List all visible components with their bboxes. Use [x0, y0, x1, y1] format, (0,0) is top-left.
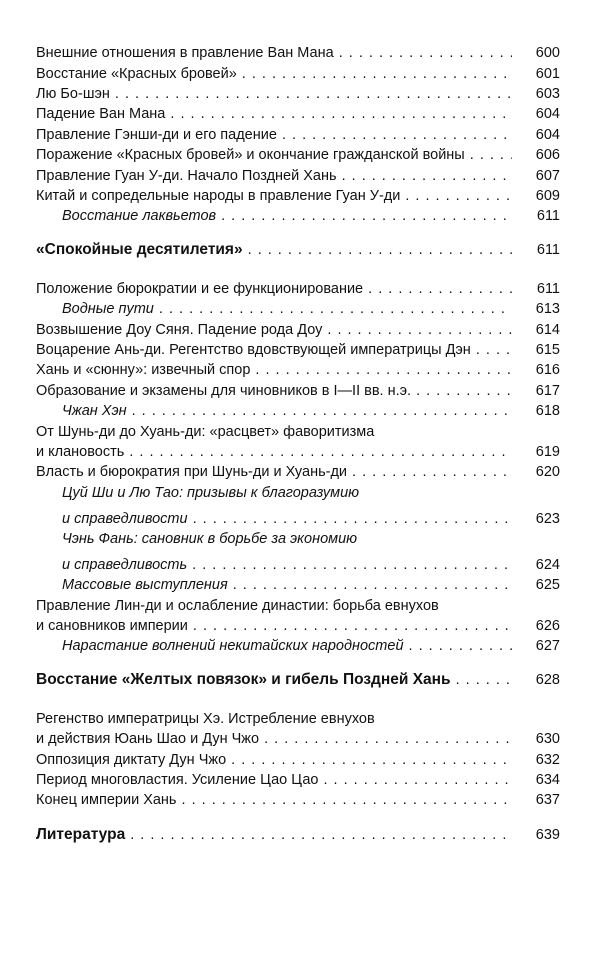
page-number: 628	[535, 672, 560, 688]
entry-title: Падение Ван Мана	[36, 106, 166, 122]
page-number: 600	[535, 45, 560, 61]
page-number: 611	[536, 242, 560, 258]
toc-entry-line	[36, 422, 560, 442]
section-title: Литература	[36, 826, 126, 843]
toc-entry	[36, 125, 560, 145]
page-number: 609	[535, 188, 560, 204]
page-number: 620	[535, 464, 560, 480]
page-number: 634	[535, 772, 560, 788]
toc-subentry	[62, 509, 560, 529]
toc-section-heading	[36, 825, 560, 845]
entry-title: Чэнь Фань: сановник в борьбе за экономию	[62, 531, 358, 547]
toc-subentry	[62, 555, 560, 575]
page-number: 630	[535, 731, 560, 747]
entry-title: и сановников империи	[36, 618, 188, 634]
toc-entry-line	[36, 709, 560, 729]
page-number: 615	[535, 342, 560, 358]
entry-title: и справедливость	[62, 557, 188, 573]
entry-title: Конец империи Хань	[36, 792, 177, 808]
toc-entry	[36, 616, 560, 636]
page-number: 611	[536, 208, 560, 224]
entry-title: Власть и бюрократия при Шунь-ди и Хуань-ди	[36, 464, 348, 480]
toc-entry	[36, 84, 560, 104]
page-number: 607	[535, 168, 560, 184]
entry-title: Цуй Ши и Лю Тао: призывы к благоразумию	[62, 485, 360, 501]
entry-title: Регенство императрицы Хэ. Истребление евнухов	[36, 711, 375, 727]
toc-entry	[36, 462, 560, 482]
section-title: Восстание «Желтых повязок» и гибель Поздней Хань	[36, 671, 451, 688]
entry-title: Водные пути	[62, 301, 154, 317]
toc-entry	[36, 64, 560, 84]
page-number: 613	[535, 301, 560, 317]
toc-section-heading	[36, 240, 560, 260]
toc-entry	[36, 770, 560, 790]
toc-entry	[36, 360, 560, 380]
page-number: 617	[535, 383, 560, 399]
entry-title: Воцарение Ань-ди. Регентство вдовствующей императрицы Дэн	[36, 342, 471, 358]
toc-entry	[36, 43, 560, 63]
entry-title: и клановость	[36, 444, 125, 460]
entry-title: Образование и экзамены для чиновников в I—II вв. н.э.	[36, 383, 412, 399]
entry-title: Восстание лаквьетов	[62, 208, 217, 224]
page-number: 606	[535, 147, 560, 163]
toc-entry	[36, 145, 560, 165]
page-number: 604	[535, 106, 560, 122]
toc-entry	[36, 186, 560, 206]
toc-subentry	[62, 401, 560, 421]
toc-entry	[36, 104, 560, 124]
entry-title: Период многовластия. Усиление Цао Цао	[36, 772, 319, 788]
page-number: 625	[535, 577, 560, 593]
toc-subentry	[62, 636, 560, 656]
page-number: 616	[535, 362, 560, 378]
entry-title: Возвышение Доу Сяня. Падение рода Доу	[36, 322, 323, 338]
entry-title: Нарастание волнений некитайских народностей	[62, 638, 404, 654]
toc-entry	[36, 279, 560, 299]
entry-title: Лю Бо-шэн	[36, 86, 110, 102]
entry-title: Чжан Хэн	[62, 403, 127, 419]
section-title: «Спокойные десятилетия»	[36, 241, 243, 258]
toc-entry	[36, 166, 560, 186]
toc-entry	[36, 750, 560, 770]
entry-title: Поражение «Красных бровей» и окончание гражданской войны	[36, 147, 465, 163]
entry-title: Хань и «сюнну»: извечный спор	[36, 362, 251, 378]
toc-entry	[36, 320, 560, 340]
page-number: 623	[535, 511, 560, 527]
entry-title: Восстание «Красных бровей»	[36, 66, 237, 82]
toc-subentry	[62, 575, 560, 595]
toc-subentry	[62, 206, 560, 226]
page-number: 614	[535, 322, 560, 338]
toc-section-heading	[36, 670, 560, 690]
page-number: 619	[535, 444, 560, 460]
page-number: 618	[535, 403, 560, 419]
page-number: 611	[536, 281, 560, 297]
page-number: 603	[535, 86, 560, 102]
toc-subentry-line	[62, 529, 560, 549]
entry-title: Внешние отношения в правление Ван Мана	[36, 45, 334, 61]
page-number: 624	[535, 557, 560, 573]
toc-entry-line	[36, 596, 560, 616]
toc-entry	[36, 340, 560, 360]
page-number: 626	[535, 618, 560, 634]
entry-title: От Шунь-ди до Хуань-ди: «расцвет» фаворитизма	[36, 424, 375, 440]
toc-entry	[36, 381, 560, 401]
page-number: 627	[535, 638, 560, 654]
toc-entry	[36, 442, 560, 462]
page-number: 632	[535, 752, 560, 768]
page-number: 601	[535, 66, 560, 82]
entry-title: Положение бюрократии и ее функционирование	[36, 281, 364, 297]
entry-title: Оппозиция диктату Дун Чжо	[36, 752, 227, 768]
toc-subentry	[62, 299, 560, 319]
entry-title: и справедливости	[62, 511, 188, 527]
entry-title: Правление Гуан У-ди. Начало Поздней Хань	[36, 168, 337, 184]
toc-subentry-line	[62, 483, 560, 503]
entry-title: и действия Юань Шао и Дун Чжо	[36, 731, 260, 747]
entry-title: Правление Лин-ди и ослабление династии: борьба евнухов	[36, 598, 439, 614]
entry-title: Правление Гэнши-ди и его падение	[36, 127, 277, 143]
page-number: 637	[535, 792, 560, 808]
entry-title: Массовые выступления	[62, 577, 228, 593]
page-number: 604	[535, 127, 560, 143]
toc-entry	[36, 729, 560, 749]
page-number: 639	[535, 827, 560, 843]
toc-entry	[36, 790, 560, 810]
entry-title: Китай и сопредельные народы в правление Гуан У-ди	[36, 188, 401, 204]
